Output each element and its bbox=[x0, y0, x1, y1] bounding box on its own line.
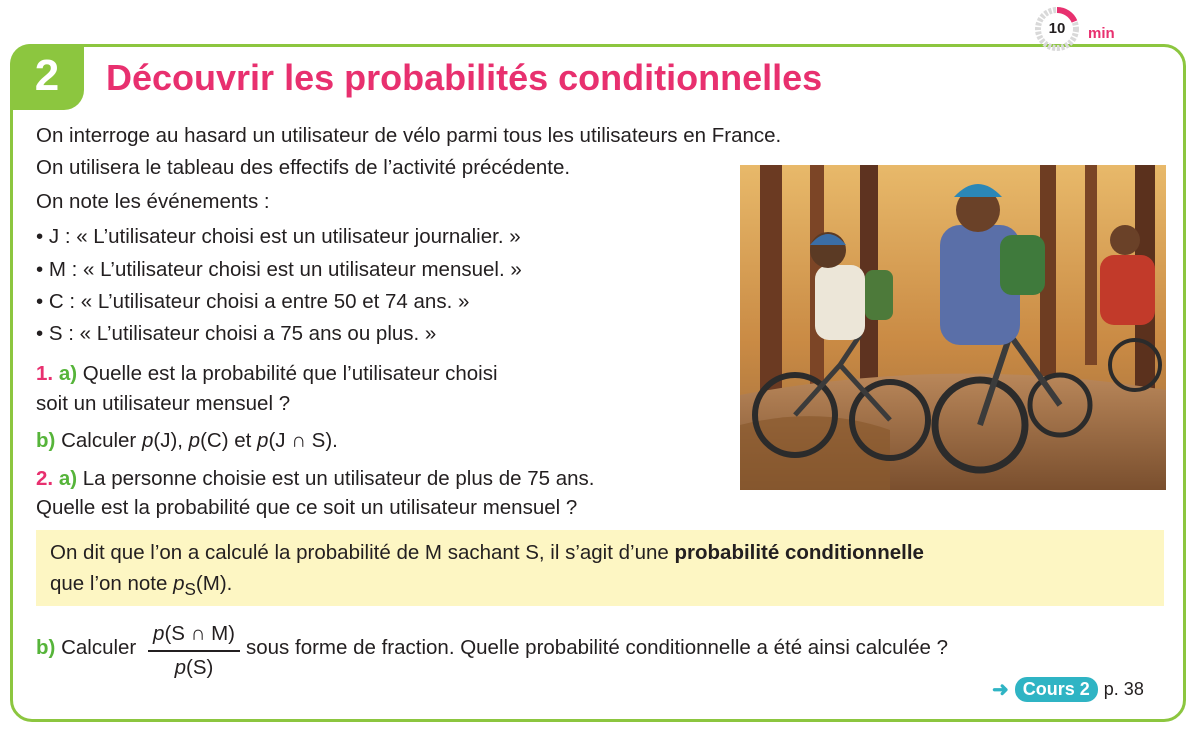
intro-line-2: On utilisera le tableau des effectifs de l’activité précédente. bbox=[36, 156, 571, 179]
prob-js-symbol: p bbox=[257, 429, 269, 452]
fraction-bar bbox=[148, 650, 240, 652]
arrow-right-icon: ➜ bbox=[992, 678, 1009, 701]
definition-box bbox=[36, 530, 1164, 606]
definition-term: probabilité conditionnelle bbox=[674, 541, 924, 564]
question-2a-label: a) bbox=[58, 467, 78, 490]
event-s: • S : « L’utilisateur choisi a 75 ans ou plus. » bbox=[36, 322, 437, 345]
notation-sub: S bbox=[184, 580, 196, 600]
definition-line-1 bbox=[50, 539, 924, 567]
question-1b bbox=[36, 427, 338, 455]
question-2-number: 2. bbox=[36, 467, 54, 490]
definition-text-2: que l’on note bbox=[50, 572, 168, 595]
prob-js-arg: (J ∩ S). bbox=[268, 429, 338, 452]
denominator-p: p bbox=[174, 656, 187, 679]
question-2b-before bbox=[36, 634, 136, 662]
question-1-number: 1. bbox=[36, 362, 54, 385]
denominator-arg: (S) bbox=[186, 656, 214, 679]
question-1a-text: Quelle est la probabilité que l’utilisateur choisi bbox=[82, 362, 498, 385]
notation-p: p bbox=[173, 572, 185, 595]
numerator-p: p bbox=[153, 622, 165, 645]
definition-text: On dit que l’on a calculé la probabilité de M sachant S, il s’agit d’une bbox=[50, 541, 669, 564]
timer-value: 10 bbox=[1048, 20, 1066, 37]
question-2b-text: Calculer bbox=[61, 636, 137, 659]
event-m: • M : « L’utilisateur choisi est un utilisateur mensuel. » bbox=[36, 258, 522, 281]
question-1a-label: a) bbox=[58, 362, 78, 385]
fraction bbox=[146, 620, 242, 682]
intro-line-3: On note les événements : bbox=[36, 190, 270, 213]
event-c: • C : « L’utilisateur choisi a entre 50 et 74 ans. » bbox=[36, 290, 470, 313]
notation-arg: (M). bbox=[195, 572, 233, 595]
cours-reference[interactable] bbox=[992, 674, 1144, 704]
prob-j-arg: (J), bbox=[153, 429, 189, 452]
definition-line-2 bbox=[50, 570, 232, 604]
activity-number-tab bbox=[10, 44, 84, 110]
question-2a-text-2: Quelle est la probabilité que ce soit un utilisateur mensuel ? bbox=[36, 496, 578, 519]
question-1b-text: Calculer bbox=[61, 429, 137, 452]
prob-c-symbol: p bbox=[188, 429, 201, 452]
question-2a bbox=[36, 465, 594, 493]
fraction-denominator bbox=[146, 654, 242, 682]
cours-page: p. 38 bbox=[1103, 678, 1144, 699]
prob-c-arg: (C) et bbox=[200, 429, 258, 452]
activity-number: 2 bbox=[34, 51, 60, 100]
numerator-arg: (S ∩ M) bbox=[164, 622, 235, 645]
question-1a bbox=[36, 360, 498, 388]
intro-line-1: On interroge au hasard un utilisateur de vélo parmi tous les utilisateurs en France. bbox=[36, 124, 782, 147]
timer-unit: min bbox=[1088, 25, 1115, 42]
question-2b-after: sous forme de fraction. Quelle probabilité conditionnelle a été ainsi calculée ? bbox=[246, 636, 948, 659]
question-2a-text: La personne choisie est un utilisateur de plus de 75 ans. bbox=[82, 467, 595, 490]
prob-j-symbol: p bbox=[141, 429, 154, 452]
question-2b-label: b) bbox=[36, 636, 56, 659]
question-1a-text-2: soit un utilisateur mensuel ? bbox=[36, 392, 291, 415]
cours-badge[interactable]: Cours 2 bbox=[1015, 677, 1098, 702]
question-1b-label: b) bbox=[36, 429, 56, 452]
fraction-numerator bbox=[146, 620, 242, 648]
activity-title: Découvrir les probabilités conditionnelles bbox=[106, 57, 823, 98]
cyclists-photo bbox=[740, 165, 1166, 490]
event-j: • J : « L’utilisateur choisi est un utilisateur journalier. » bbox=[36, 225, 521, 248]
